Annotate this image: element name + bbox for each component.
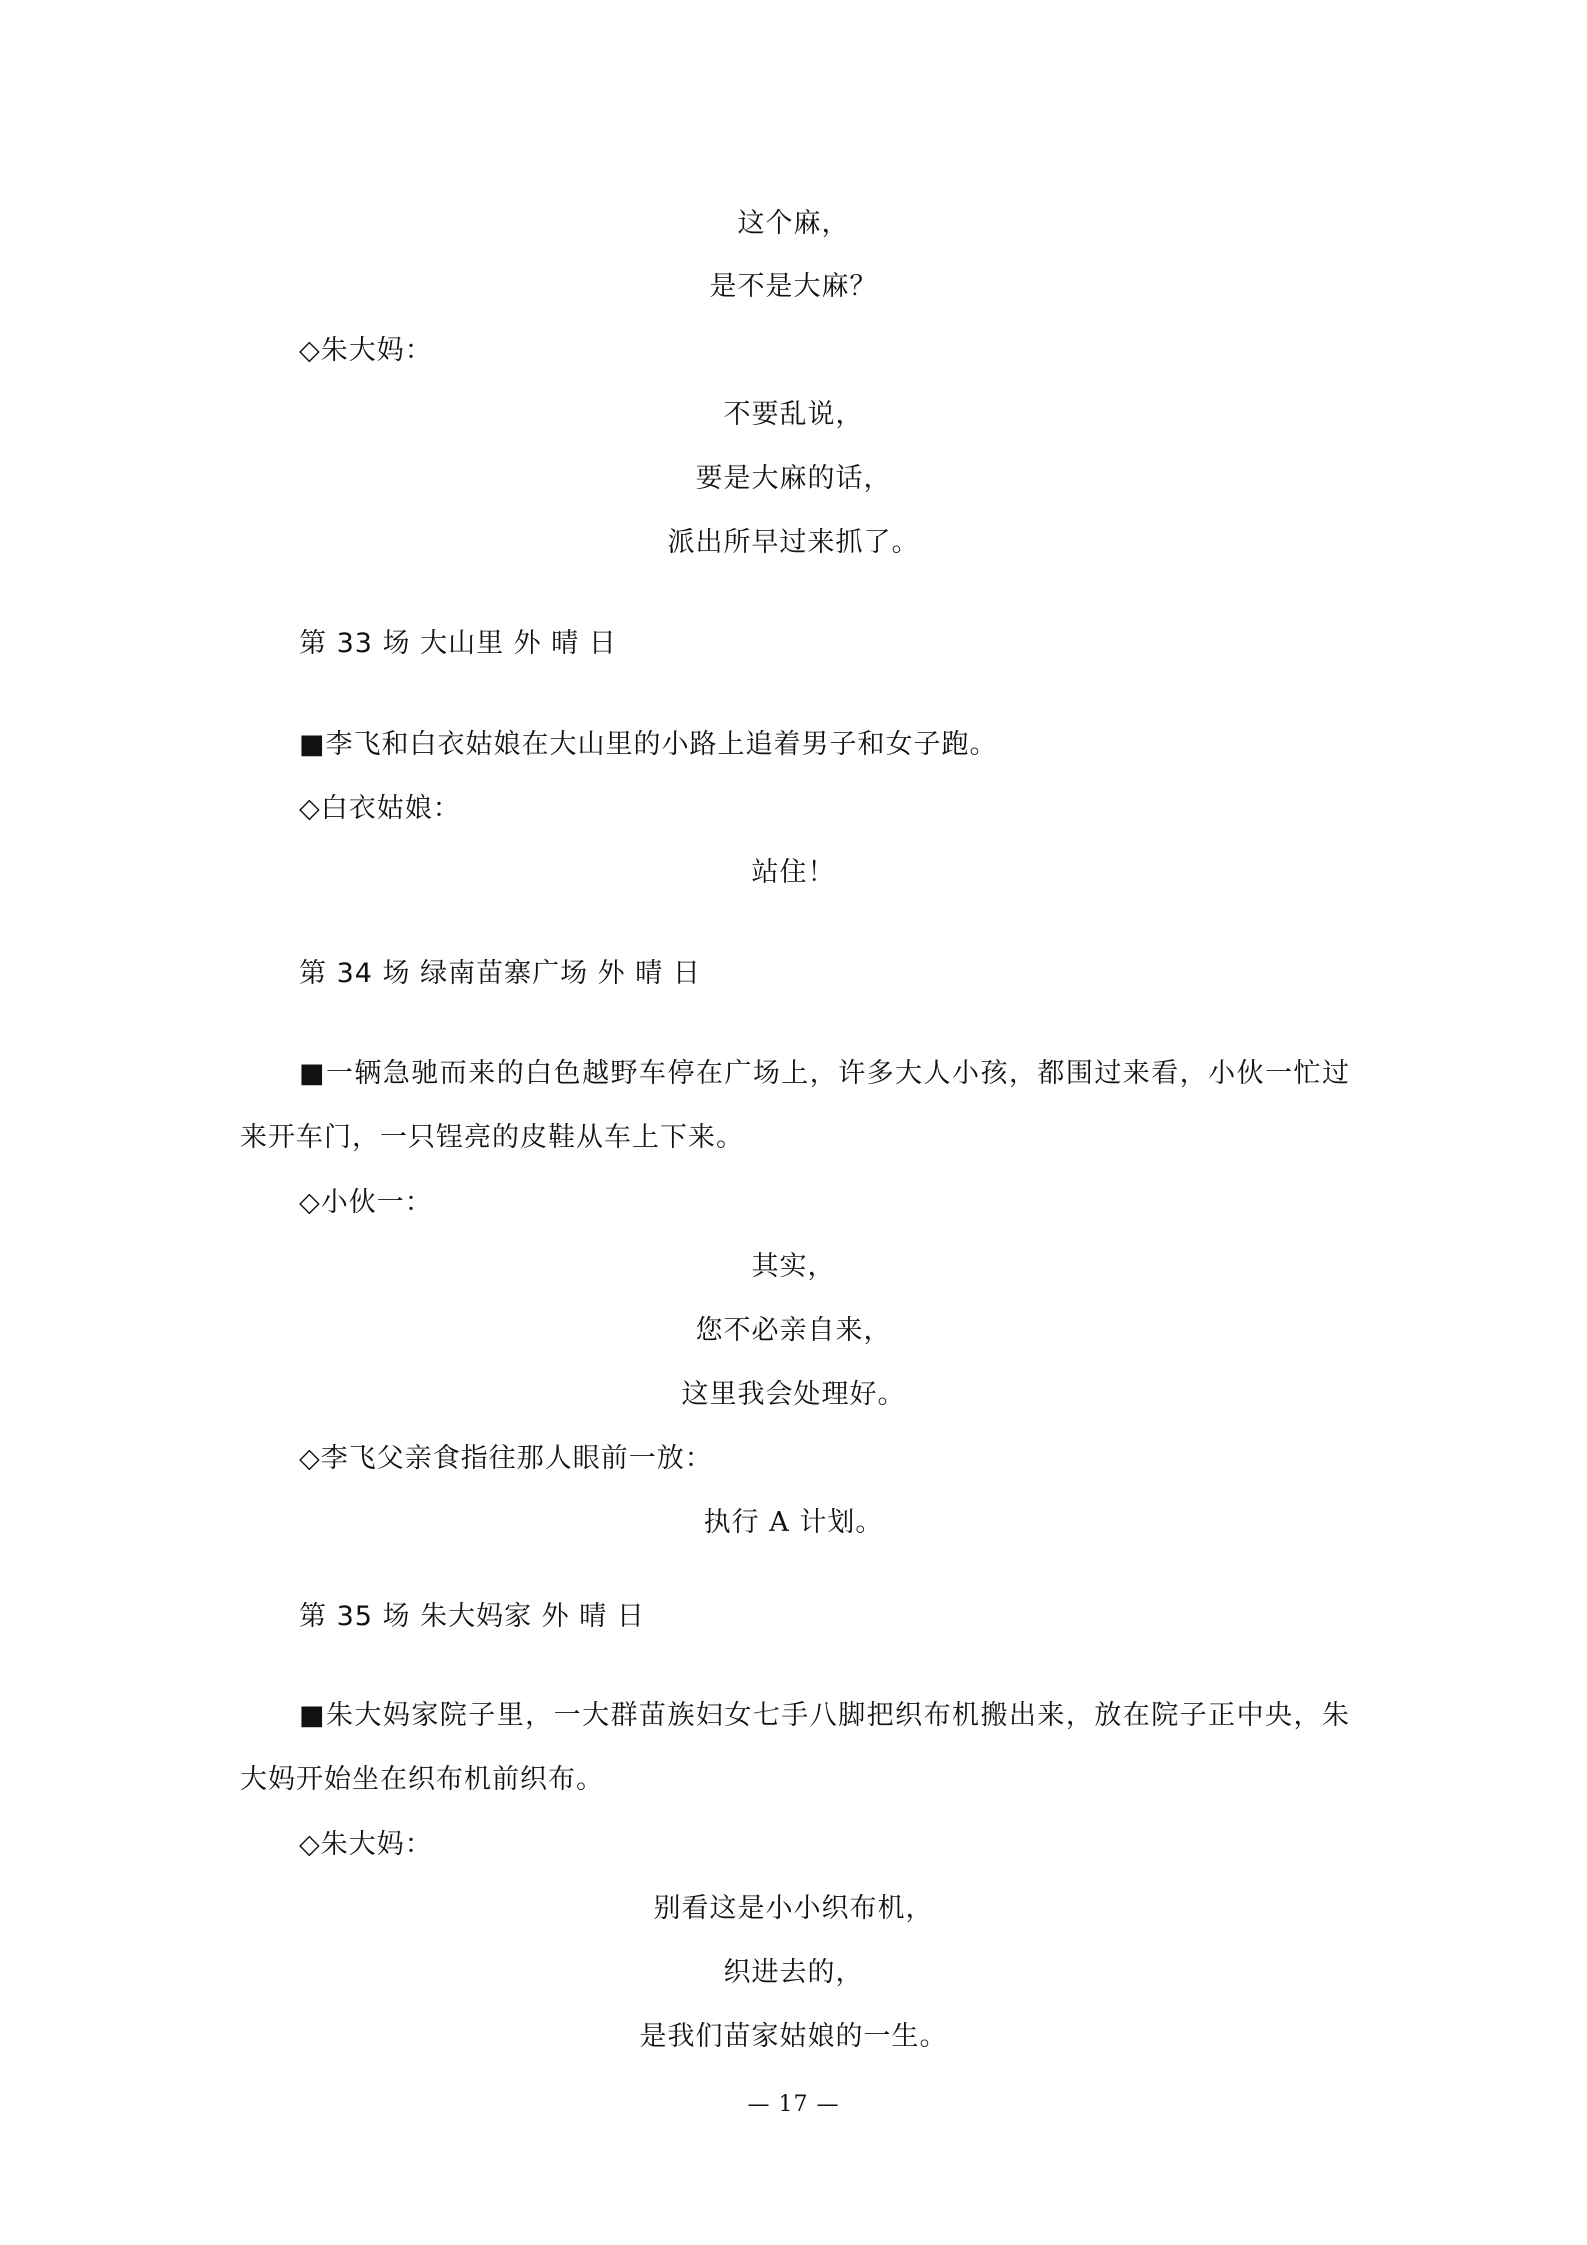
dialogue-line: 您不必亲自来， xyxy=(695,1315,892,1346)
speaker-line: ◇小伙一： xyxy=(299,1187,433,1218)
dialogue-line: 执行 A 计划。 xyxy=(703,1507,884,1538)
scene-heading: 第 35 场 朱大妈家 外 晴 日 xyxy=(299,1601,645,1632)
dialogue-line: 织进去的， xyxy=(723,1957,864,1988)
dialogue-line: 不要乱说， xyxy=(723,399,864,430)
scene-heading: 第 34 场 绿南苗寨广场 外 晴 日 xyxy=(299,958,701,989)
page-number: — 17 — xyxy=(747,2092,840,2117)
speaker-line: ◇朱大妈： xyxy=(299,335,433,366)
dialogue-line: 派出所早过来抓了。 xyxy=(667,527,920,558)
speaker-line: ◇朱大妈： xyxy=(299,1829,433,1860)
dialogue-line: 是我们苗家姑娘的一生。 xyxy=(639,2021,948,2052)
scene-heading: 第 33 场 大山里 外 晴 日 xyxy=(299,628,617,659)
speaker-line: ◇李飞父亲食指往那人眼前一放： xyxy=(299,1443,713,1474)
dialogue-line: 要是大麻的话， xyxy=(695,463,892,494)
dialogue-line: 别看这是小小织布机， xyxy=(653,1893,934,1924)
dialogue-line: 这里我会处理好。 xyxy=(681,1379,906,1410)
speaker-line: ◇白衣姑娘： xyxy=(299,793,461,824)
action-paragraph: ■一辆急驰而来的白色越野车停在广场上，许多大人小孩，都围过来看，小伙一忙过来开车门，一只锃亮的皮鞋从车上下来。 xyxy=(240,1058,1350,1153)
dialogue-line: 这个麻， xyxy=(737,208,850,239)
dialogue-line: 其实， xyxy=(751,1251,836,1282)
action-paragraph: ■朱大妈家院子里，一大群苗族妇女七手八脚把织布机搬出来，放在院子正中央，朱大妈开始坐在织布机前织布。 xyxy=(240,1700,1350,1795)
dialogue-line: 站住！ xyxy=(751,857,836,888)
dialogue-line: 是不是大麻？ xyxy=(709,271,878,302)
action-line: ■李飞和白衣姑娘在大山里的小路上追着男子和女子跑。 xyxy=(299,729,998,760)
